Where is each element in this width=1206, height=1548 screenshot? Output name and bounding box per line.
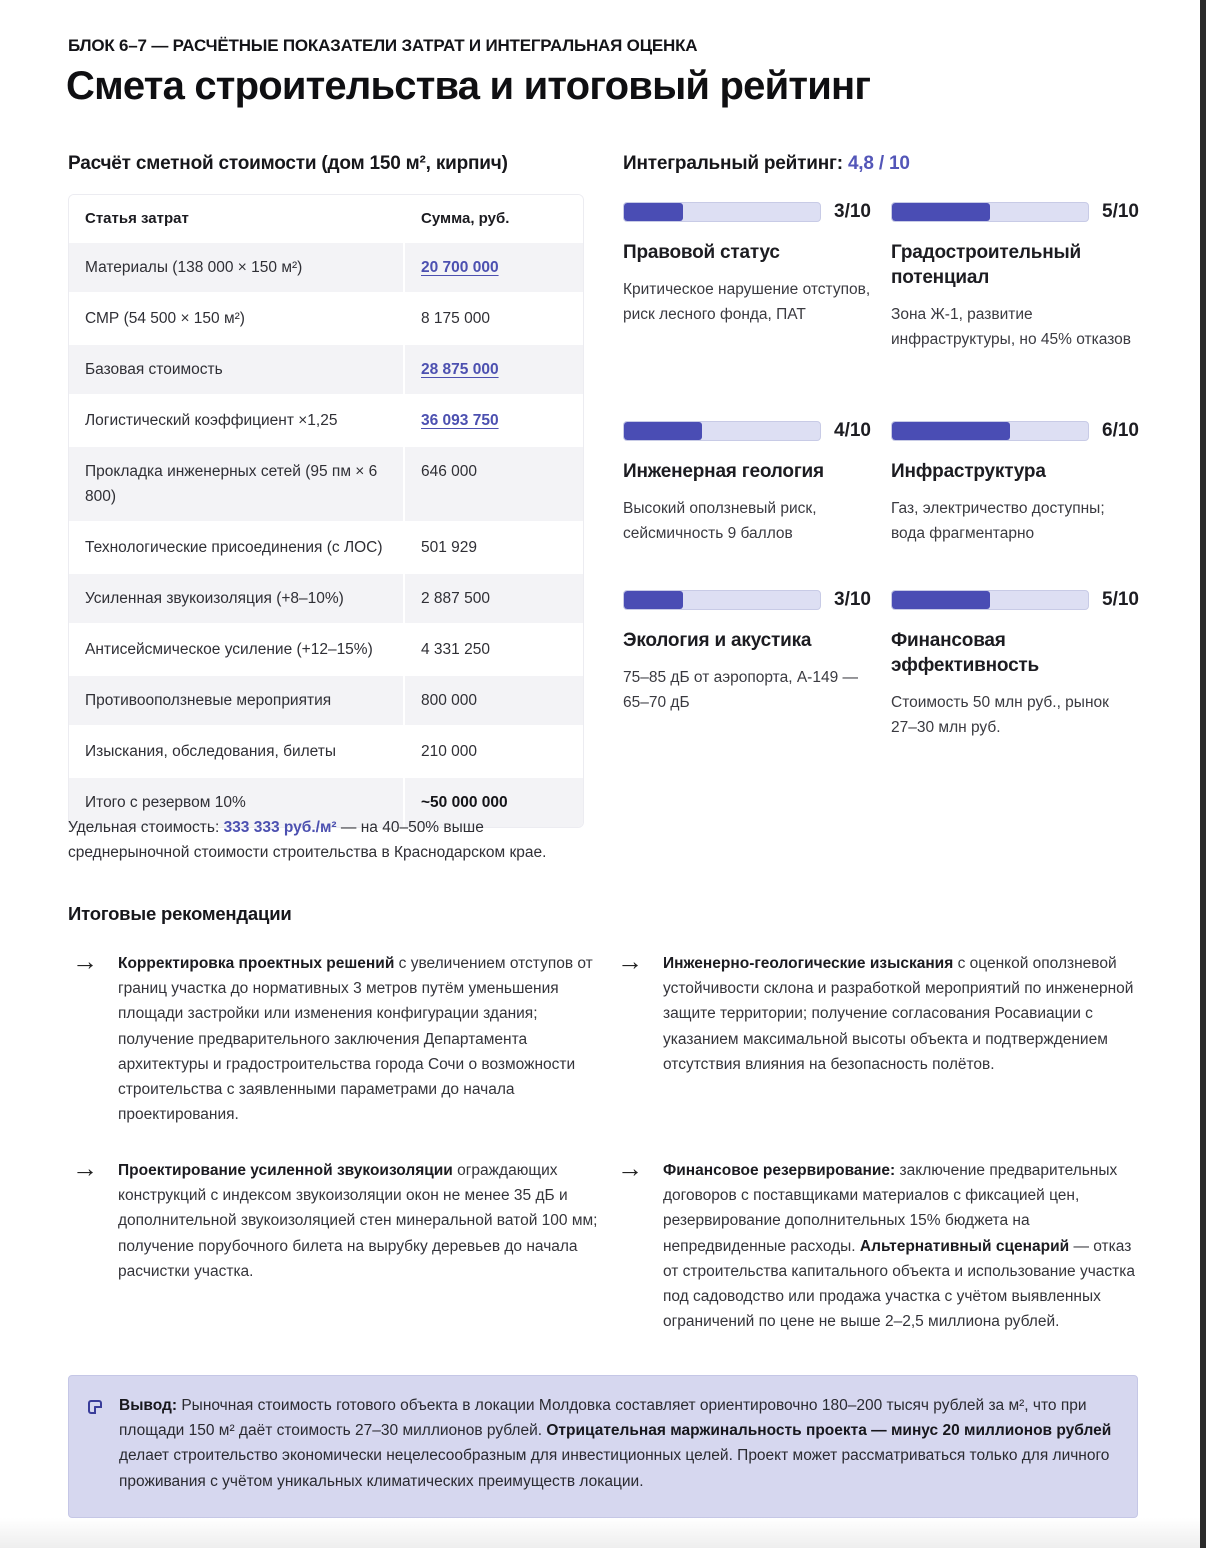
rating-description: Зона Ж-1, развитие инфраструктуры, но 45% отказов <box>891 306 1131 348</box>
rating-card <box>623 199 871 327</box>
table-row <box>69 292 583 343</box>
score-bar-fill <box>892 203 990 221</box>
rating-description: 75–85 дБ от аэропорта, А-149 — 65–70 дБ <box>623 669 859 711</box>
rating-title: Градостроительный потенциал <box>891 242 1082 288</box>
arrow-right-icon: → <box>617 1153 643 1183</box>
table-header-row <box>69 195 583 241</box>
table-row <box>69 343 583 394</box>
recommendation-bold: Корректировка проектных решений <box>118 955 395 972</box>
page-bottom-shade <box>0 1518 1200 1548</box>
cost-sum-cell: 8 175 000 <box>403 294 583 343</box>
score-bar <box>891 202 1089 222</box>
table-row <box>69 623 583 674</box>
cost-sum-cell: 501 929 <box>403 523 583 572</box>
column-header-item: Статья затрат <box>69 195 403 241</box>
recommendation-item <box>613 1153 1143 1334</box>
score-bar-fill <box>892 591 990 609</box>
score-bar-row <box>891 587 1139 613</box>
table-row <box>69 445 583 521</box>
cost-item-cell: Базовая стоимость <box>69 345 403 394</box>
cost-sum-cell: ~50 000 000 <box>403 778 583 827</box>
cost-sum-cell <box>403 345 583 394</box>
cost-item-cell: Технологические присоединения (с ЛОС) <box>69 523 403 572</box>
conclusion-text-2: делает строительство экономически нецелесообразным для инвестиционных целей. Проект может рассматриваться только для личного проживания с учётом уникальных климатических преимуществ локации. <box>119 1447 1110 1490</box>
score-bar-row <box>623 587 871 613</box>
recommendation-bold: Финансовое резервирование: <box>663 1162 896 1179</box>
recommendation-body: с увеличением отступов от границ участка до нормативных 3 метров путём уменьшения площади застройки или изменения конфигурации здания; получение предварительного заключения Департамента архитектуры и градостроительства города Сочи о возможности строительства с заявленными параметрами до начала проектирования. <box>118 955 593 1124</box>
cost-sum-link[interactable]: 20 700 000 <box>421 259 499 276</box>
cost-item-cell: Материалы (138 000 × 150 м²) <box>69 243 403 292</box>
cost-sum-cell: 646 000 <box>403 447 583 521</box>
recommendation-text <box>118 1158 598 1284</box>
note-icon <box>88 1400 102 1414</box>
score-bar-fill <box>624 203 683 221</box>
cost-table <box>68 194 584 828</box>
unit-cost-note <box>68 815 588 865</box>
recommendation-item <box>613 946 1143 1077</box>
recommendation-bold-2: Альтернативный сценарий <box>859 1237 1070 1255</box>
recommendation-item <box>68 1153 598 1284</box>
score-value: 3/10 <box>834 589 871 610</box>
cost-sum-cell <box>403 243 583 292</box>
rating-heading <box>623 153 910 175</box>
unit-cost-value: 333 333 руб./м² <box>223 819 337 836</box>
conclusion-label: Вывод: <box>119 1397 178 1414</box>
score-bar-row <box>891 418 1139 444</box>
table-row <box>69 521 583 572</box>
recommendation-body: с оценкой оползневой устойчивости склона и разработкой мероприятий по инженерной защите территории; получение согласования Росавиации с указанием максимальной высоты объекта и подтверждением отсутствия влияния на безопасность полётов. <box>663 955 1134 1073</box>
recommendation-body: ограждающих конструкций с индексом звукоизоляции окон не менее 35 дБ и дополнительной звукоизоляцией стен минеральной ватой 100 мм; получение порубочного билета на вырубку деревьев до начала расчистки участка. <box>118 1162 598 1280</box>
score-value: 4/10 <box>834 420 871 441</box>
recommendation-text <box>663 1158 1143 1334</box>
score-value: 6/10 <box>1102 420 1139 441</box>
score-bar-fill <box>892 422 1010 440</box>
cost-item-cell: Изыскания, обследования, билеты <box>69 727 403 776</box>
rating-card <box>891 418 1139 546</box>
rating-description: Газ, электричество доступны; вода фрагментарно <box>891 500 1105 542</box>
score-bar-row <box>891 199 1139 225</box>
score-bar-row <box>623 199 871 225</box>
block-label: БЛОК 6–7 — РАСЧЁТНЫЕ ПОКАЗАТЕЛИ ЗАТРАТ И ИНТЕГРАЛЬНАЯ ОЦЕНКА <box>68 36 698 55</box>
cost-sum-cell: 210 000 <box>403 727 583 776</box>
rating-heading-value: 4,8 / 10 <box>847 153 910 174</box>
table-row <box>69 725 583 776</box>
cost-sum-cell: 800 000 <box>403 676 583 725</box>
rating-title: Финансовая эффективность <box>891 630 1040 676</box>
cost-item-cell: СМР (54 500 × 150 м²) <box>69 294 403 343</box>
recommendation-body-2: — отказ от строительства капитального объекта и использование участка под садоводство или продажа участка с учётом выявленных ограничений по цене не выше 2–2,5 миллиона рублей. <box>663 1237 1135 1331</box>
cost-sum-cell: 2 887 500 <box>403 574 583 623</box>
recommendation-text <box>663 951 1143 1077</box>
score-bar <box>891 590 1089 610</box>
recommendations-heading: Итоговые рекомендации <box>68 903 292 924</box>
score-bar <box>623 202 821 222</box>
score-bar <box>623 421 821 441</box>
cost-sum-link[interactable]: 36 093 750 <box>421 412 499 429</box>
page-title: Смета строительства и итоговый рейтинг <box>66 64 871 108</box>
rating-title: Экология и акустика <box>623 630 812 651</box>
table-row <box>69 394 583 445</box>
rating-title: Инфраструктура <box>891 461 1046 482</box>
cost-sum-cell <box>403 396 583 445</box>
recommendation-body: заключение предварительных договоров с поставщиками материалов с фиксацией цен, резервирование дополнительных 15% бюджета на непредвиденные расходы. <box>663 1162 1118 1255</box>
cost-sum-cell: 4 331 250 <box>403 625 583 674</box>
arrow-right-icon: → <box>72 946 98 976</box>
score-value: 3/10 <box>834 201 871 222</box>
score-value: 5/10 <box>1102 201 1139 222</box>
scrollbar-track[interactable] <box>1200 0 1206 1548</box>
recommendation-bold: Инженерно-геологические изыскания <box>663 955 954 972</box>
recommendation-bold: Проектирование усиленной звукоизоляции <box>118 1162 453 1179</box>
cost-item-cell: Противооползневые мероприятия <box>69 676 403 725</box>
rating-description: Стоимость 50 млн руб., рынок 27–30 млн руб. <box>891 694 1109 736</box>
score-bar <box>891 421 1089 441</box>
cost-sum-link[interactable]: 28 875 000 <box>421 361 499 378</box>
score-bar-fill <box>624 591 683 609</box>
estimate-heading: Расчёт сметной стоимости (дом 150 м², кирпич) <box>68 153 508 174</box>
cost-item-cell: Итого с резервом 10% <box>69 778 403 827</box>
recommendation-text <box>118 951 598 1127</box>
rating-description: Высокий оползневый риск, сейсмичность 9 баллов <box>623 500 817 542</box>
cost-item-cell: Прокладка инженерных сетей (95 пм × 6 800) <box>69 447 403 521</box>
table-row <box>69 572 583 623</box>
rating-card <box>623 418 871 546</box>
score-bar-row <box>623 418 871 444</box>
cost-item-cell: Антисейсмическое усиление (+12–15%) <box>69 625 403 674</box>
score-bar-fill <box>624 422 702 440</box>
table-row <box>69 241 583 292</box>
rating-title: Правовой статус <box>623 242 780 263</box>
cost-item-cell: Усиленная звукоизоляция (+8–10%) <box>69 574 403 623</box>
rating-card <box>891 587 1139 740</box>
rating-heading-label: Интегральный рейтинг: <box>623 153 848 174</box>
conclusion-bold: Отрицательная маржинальность проекта — минус 20 миллионов рублей <box>546 1422 1112 1440</box>
cost-item-cell: Логистический коэффициент ×1,25 <box>69 396 403 445</box>
rating-card <box>623 587 871 715</box>
table-row <box>69 674 583 725</box>
arrow-right-icon: → <box>617 946 643 976</box>
unit-cost-suffix: — на 40–50% выше среднерыночной стоимости строительства в Краснодарском крае. <box>68 819 547 861</box>
conclusion-text: Рыночная стоимость готового объекта в локации Молдовка составляет ориентировочно 180–200 тысяч рублей за м², что при площади 150 м² даёт стоимость 27–30 миллионов рублей. <box>119 1397 1087 1440</box>
rating-card <box>891 199 1139 352</box>
rating-title: Инженерная геология <box>623 461 824 482</box>
score-value: 5/10 <box>1102 589 1139 610</box>
score-bar <box>623 590 821 610</box>
conclusion-callout <box>68 1375 1138 1518</box>
column-header-sum: Сумма, руб. <box>403 195 583 241</box>
arrow-right-icon: → <box>72 1153 98 1183</box>
unit-cost-prefix: Удельная стоимость: <box>68 819 224 836</box>
recommendation-item <box>68 946 598 1127</box>
rating-description: Критическое нарушение отступов, риск лесного фонда, ПАТ <box>623 281 871 323</box>
